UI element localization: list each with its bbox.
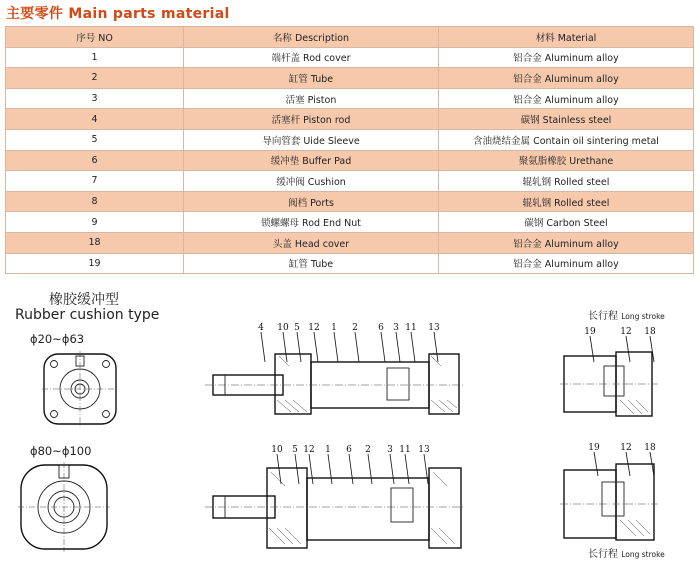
callout-leader xyxy=(334,332,338,362)
callout-number: 5 xyxy=(294,323,300,333)
cushion-type-en: Rubber cushion type xyxy=(15,307,160,323)
cell-description: 缸管 Tube xyxy=(184,68,439,89)
cell-description: 锁螺螺母 Rod End Nut xyxy=(184,212,439,233)
long-stroke-en: Long stroke xyxy=(621,550,665,559)
table-row xyxy=(6,88,694,109)
callout-number: 18 xyxy=(644,443,656,453)
cell-material: 铝合金 Aluminum alloy xyxy=(439,253,694,274)
cell-no: 1 xyxy=(6,47,184,68)
callout-number: 3 xyxy=(387,445,393,455)
callout-number: 18 xyxy=(644,327,656,337)
cell-material: 含油烧结金属 Contain oil sintering metal xyxy=(439,129,694,150)
callout-number: 6 xyxy=(346,445,352,455)
section-view-large xyxy=(205,432,465,552)
callout-number: 10 xyxy=(271,445,283,455)
cell-material: 铝合金 Aluminum alloy xyxy=(439,47,694,68)
end-view-small xyxy=(40,350,120,428)
callout-leader xyxy=(309,454,313,484)
cell-description: 端杆盖 Rod cover xyxy=(184,47,439,68)
callout-leader xyxy=(328,454,332,484)
callout-number: 2 xyxy=(365,445,371,455)
cell-no: 7 xyxy=(6,171,184,192)
long-stroke-cn: 长行程 xyxy=(588,549,618,560)
header-no: 序号 NO xyxy=(6,27,184,48)
table-row xyxy=(6,109,694,130)
callout-number: 12 xyxy=(620,327,632,337)
cell-no: 4 xyxy=(6,109,184,130)
cell-material: 铝合金 Aluminum alloy xyxy=(439,232,694,253)
cell-no: 19 xyxy=(6,253,184,274)
callout-number: 11 xyxy=(405,323,417,333)
callout-leader xyxy=(355,332,359,362)
cell-description: 头盖 Head cover xyxy=(184,232,439,253)
table-row xyxy=(6,129,694,150)
bore-range-large: ϕ80~ϕ100 xyxy=(30,444,92,458)
header-material: 材料 Material xyxy=(439,27,694,48)
table-row xyxy=(6,68,694,89)
long-stroke-en: Long stroke xyxy=(621,312,665,321)
table-row xyxy=(6,212,694,233)
callout-leader xyxy=(349,454,353,484)
callout-number: 19 xyxy=(588,443,600,453)
cell-description: 导向管套 Uide Sleeve xyxy=(184,129,439,150)
header-description: 名称 Description xyxy=(184,27,439,48)
callout-number: 1 xyxy=(325,445,331,455)
long-stroke-cn: 长行程 xyxy=(588,311,618,322)
table-row xyxy=(6,253,694,274)
page-title: 主要零件 Main parts material xyxy=(6,6,230,22)
callout-leader xyxy=(368,454,372,484)
callout-number: 6 xyxy=(378,323,384,333)
parts-table xyxy=(5,26,694,274)
cell-material: 辊轧钢 Rolled steel xyxy=(439,171,694,192)
cell-material: 辊轧钢 Rolled steel xyxy=(439,191,694,212)
callout-number: 11 xyxy=(399,445,411,455)
cell-material: 碳钢 Carbon Steel xyxy=(439,212,694,233)
cell-no: 3 xyxy=(6,88,184,109)
cell-no: 9 xyxy=(6,212,184,233)
callout-number: 13 xyxy=(428,323,440,333)
cell-description: 阀档 Ports xyxy=(184,191,439,212)
callout-leader xyxy=(594,452,598,476)
cell-no: 5 xyxy=(6,129,184,150)
callout-number: 12 xyxy=(303,445,315,455)
callout-leader xyxy=(396,332,400,362)
callout-leader xyxy=(277,454,281,484)
callout-leader xyxy=(434,332,438,362)
callout-leader xyxy=(283,332,287,362)
table-row xyxy=(6,47,694,68)
callout-leader xyxy=(295,454,299,484)
callout-leader xyxy=(590,336,594,362)
end-view-large xyxy=(18,462,110,552)
table-row xyxy=(6,171,694,192)
long-stroke-view-small xyxy=(560,322,660,418)
cell-no: 8 xyxy=(6,191,184,212)
callout-leader xyxy=(261,332,265,362)
callout-number: 12 xyxy=(620,443,632,453)
cell-description: 缓冲阀 Cushion xyxy=(184,171,439,192)
table-row xyxy=(6,232,694,253)
cell-no: 6 xyxy=(6,150,184,171)
callout-number: 4 xyxy=(258,323,264,333)
callout-leader xyxy=(405,454,409,484)
callout-number: 1 xyxy=(331,323,337,333)
callout-leader xyxy=(424,454,428,484)
cell-description: 缸管 Tube xyxy=(184,253,439,274)
table-row xyxy=(6,191,694,212)
callout-leader xyxy=(314,332,318,362)
bore-range-small: ϕ20~ϕ63 xyxy=(30,332,85,346)
callout-number: 13 xyxy=(418,445,430,455)
cell-no: 2 xyxy=(6,68,184,89)
callout-number: 19 xyxy=(584,327,596,337)
callout-number: 10 xyxy=(277,323,289,333)
cell-description: 活塞杆 Piston rod xyxy=(184,109,439,130)
cell-material: 碳钢 Stainless steel xyxy=(439,109,694,130)
table-row xyxy=(6,150,694,171)
long-stroke-label-top xyxy=(588,307,665,322)
callout-number: 12 xyxy=(308,323,320,333)
callout-number: 3 xyxy=(393,323,399,333)
callout-leader xyxy=(381,332,385,362)
cell-description: 活塞 Piston xyxy=(184,88,439,109)
cell-material: 铝合金 Aluminum alloy xyxy=(439,88,694,109)
cell-description: 缓冲垫 Buffer Pad xyxy=(184,150,439,171)
cell-material: 铝合金 Aluminum alloy xyxy=(439,68,694,89)
section-view-small xyxy=(205,318,465,418)
cell-no: 18 xyxy=(6,232,184,253)
callout-number: 5 xyxy=(292,445,298,455)
table-header-row xyxy=(6,27,694,48)
callout-leader xyxy=(411,332,415,362)
callout-leader xyxy=(390,454,394,484)
callout-leader xyxy=(626,336,630,362)
cell-material: 聚氨脂橡胶 Urethane xyxy=(439,150,694,171)
long-stroke-label-bottom xyxy=(588,545,665,560)
callout-leader xyxy=(297,332,301,362)
callout-number: 2 xyxy=(352,323,358,333)
long-stroke-view-large xyxy=(560,436,660,542)
cushion-type-cn: 橡胶缓冲型 xyxy=(49,292,119,308)
